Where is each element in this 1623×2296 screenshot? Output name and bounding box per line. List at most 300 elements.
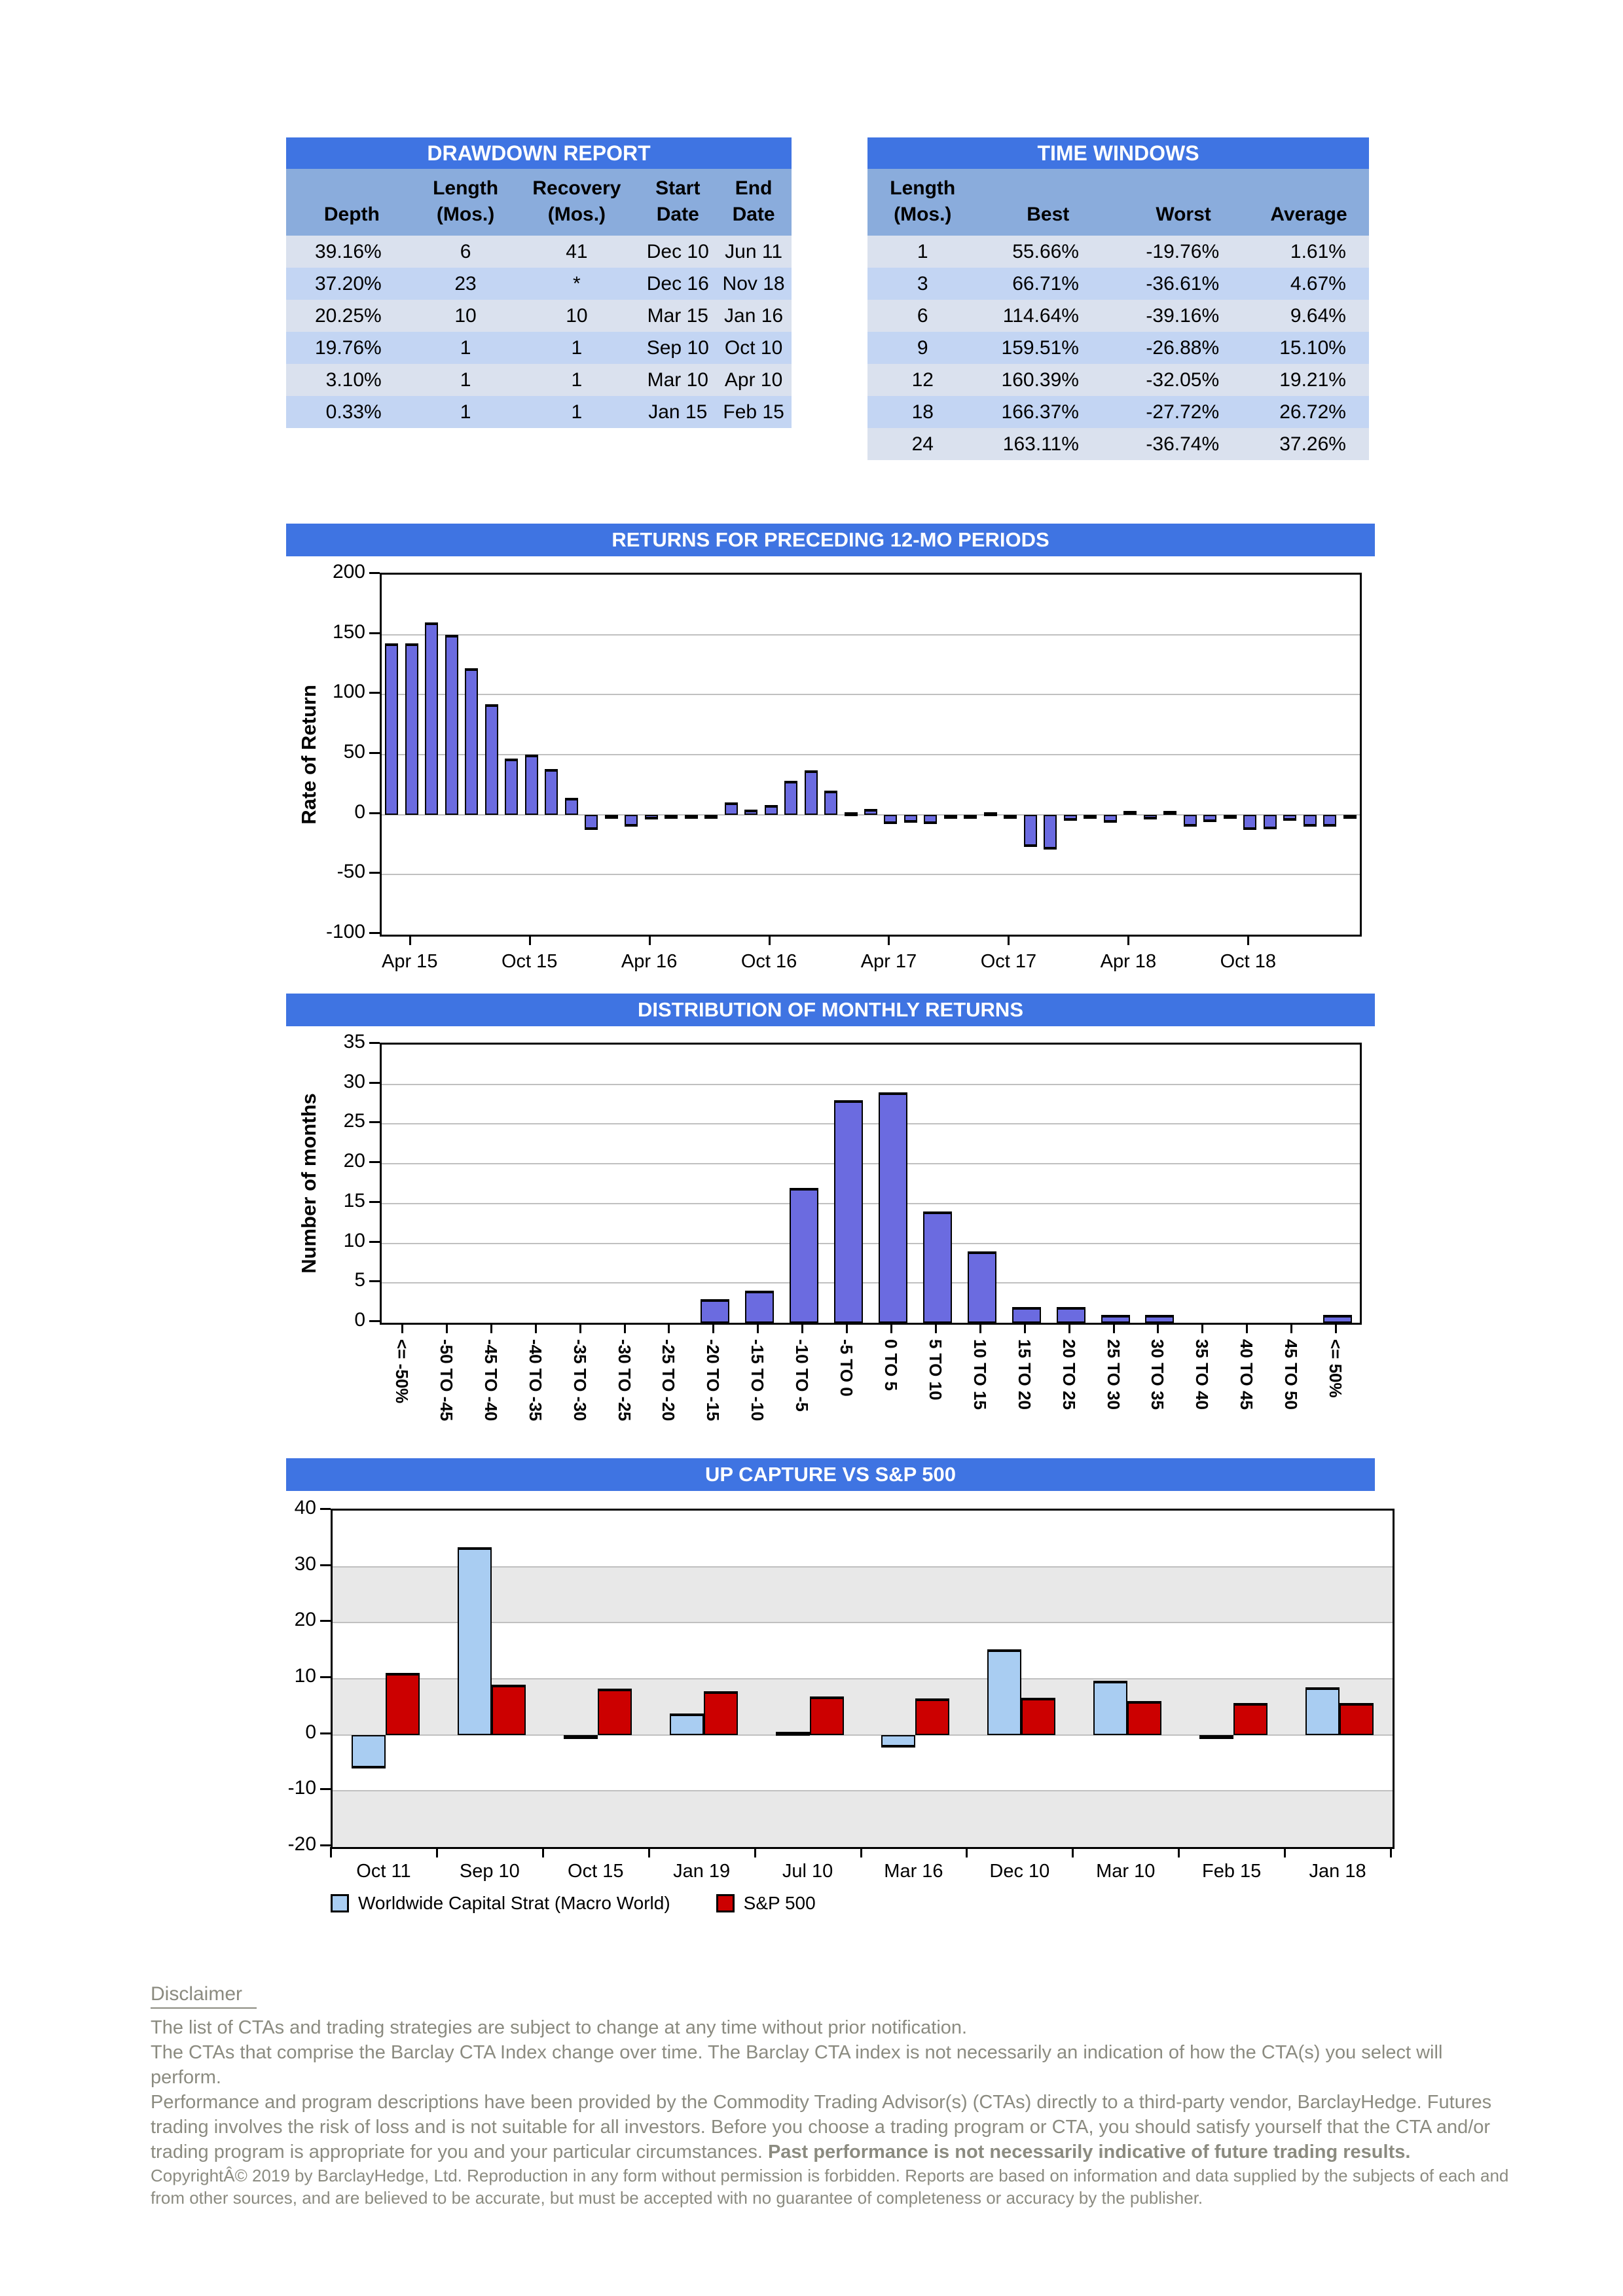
- bar: [645, 815, 658, 819]
- x-category-label: Feb 15: [1201, 1861, 1262, 1882]
- bar: [964, 815, 977, 819]
- bar: [1044, 815, 1057, 850]
- x-category-label: Dec 10: [989, 1861, 1050, 1882]
- bar: [458, 1547, 492, 1735]
- x-category-label: Oct 15: [568, 1861, 624, 1882]
- y-tick-mark: [320, 1620, 331, 1622]
- x-tick-mark: [1247, 935, 1249, 945]
- bar: [665, 815, 678, 819]
- y-tick-label: 15: [343, 1189, 365, 1211]
- x-tick-mark: [668, 1323, 670, 1333]
- table-cell: -36.74%: [1146, 433, 1220, 455]
- x-category-label: 45 TO 50: [1281, 1339, 1302, 1410]
- column-header: [716, 169, 792, 236]
- x-category-label: -35 TO -30: [570, 1339, 590, 1422]
- column-header: [1249, 169, 1369, 236]
- bar: [879, 1092, 907, 1323]
- x-tick-mark: [1290, 1323, 1292, 1333]
- table-cell: Dec 16: [646, 273, 709, 295]
- x-tick-mark: [330, 1847, 332, 1857]
- table-cell: 4.67%: [1290, 273, 1346, 295]
- table-row: [867, 364, 1369, 396]
- x-category-label: 30 TO 35: [1148, 1339, 1168, 1410]
- x-category-label: Mar 10: [1096, 1861, 1156, 1882]
- up-capture-chart: [286, 1458, 1399, 1943]
- bar: [585, 815, 598, 831]
- table-cell: 3.10%: [325, 369, 382, 391]
- table-cell: 19.21%: [1279, 369, 1346, 391]
- bar: [790, 1188, 818, 1323]
- y-tick-mark: [369, 1161, 380, 1163]
- table-cell: Jan 15: [648, 401, 708, 423]
- y-tick-label: 10: [343, 1229, 365, 1251]
- y-tick-label: 30: [343, 1070, 365, 1092]
- table-cell: -39.16%: [1146, 305, 1220, 327]
- y-tick-mark: [369, 752, 380, 754]
- x-tick-mark: [801, 1323, 803, 1333]
- table-row: [286, 332, 792, 364]
- y-tick-mark: [369, 1201, 380, 1203]
- bar: [465, 668, 478, 815]
- y-axis-title: Rate of Return: [297, 685, 321, 825]
- bar: [904, 815, 917, 823]
- table-cell: 1: [571, 401, 583, 423]
- table-cell: 114.64%: [1002, 305, 1079, 327]
- column-header-line2: Depth: [323, 204, 380, 225]
- x-category-label: -15 TO -10: [748, 1339, 768, 1422]
- bar: [1283, 815, 1296, 821]
- table-cell: Apr 10: [724, 369, 783, 391]
- table-cell: 1: [460, 401, 471, 423]
- disclaimer-paragraph: Performance and program descriptions have been provided by the Commodity Trading Advisor(s) (CTAs) directly to a third-party vendor, BarclayHedge. Futures trading involves the risk of loss and is not suitable for all investors. Before you choose a trading program or CTA, you should satisfy yourself that the CTA and/or trading program is appropriate for you and your particular circumstances. Past performance is not necessarily indicative of future trading results.: [151, 2092, 1492, 2162]
- table-cell: 23: [454, 273, 477, 295]
- table-cell: 1: [460, 369, 471, 391]
- table-cell: 66.71%: [1012, 273, 1079, 295]
- x-tick-mark: [409, 935, 411, 945]
- bar: [805, 770, 818, 815]
- table-row: [286, 364, 792, 396]
- x-tick-mark: [860, 1847, 862, 1857]
- bar: [1340, 1703, 1374, 1735]
- bar: [352, 1735, 386, 1768]
- column-header-line1: End: [735, 177, 773, 199]
- chart-title: RETURNS FOR PRECEDING 12-MO PERIODS: [611, 528, 1049, 551]
- gridline: [382, 694, 1360, 695]
- column-header: [1118, 169, 1249, 236]
- drawdown-table-header: [286, 169, 792, 236]
- column-header-line1: [1118, 175, 1249, 202]
- y-tick-label: 0: [354, 1309, 365, 1331]
- bar: [564, 1735, 598, 1739]
- disclaimer-paragraph: CopyrightÂ© 2019 by BarclayHedge, Ltd. Reproduction in any form without permission is forbidden. Reports are based on information and data supplied by the subjects of each and from other sources, and are believed to be accurate, but must be accepted with no guarantee of completeness or accuracy by the publisher.: [151, 2166, 1509, 2208]
- y-tick-label: 40: [294, 1497, 316, 1518]
- x-category-label: 10 TO 15: [970, 1339, 990, 1410]
- table-cell: 18: [911, 401, 934, 423]
- time-windows-table-body: [867, 236, 1369, 460]
- time-windows-table-title: TIME WINDOWS: [867, 137, 1369, 169]
- y-tick-label: 200: [332, 561, 365, 583]
- column-header: [867, 169, 978, 236]
- table-row: [867, 428, 1369, 460]
- table-cell: Oct 10: [724, 337, 783, 359]
- x-tick-mark: [490, 1323, 492, 1333]
- bar: [884, 815, 897, 825]
- y-tick-mark: [369, 1320, 380, 1322]
- bar: [525, 755, 538, 815]
- column-header-line1: Start: [655, 177, 701, 199]
- bar: [923, 1211, 952, 1323]
- bar: [881, 1735, 915, 1748]
- bar: [1057, 1307, 1085, 1323]
- table-cell: 37.26%: [1279, 433, 1346, 455]
- y-tick-label: 0: [354, 800, 365, 823]
- y-tick-mark: [369, 572, 380, 574]
- x-tick-mark: [979, 1323, 981, 1333]
- time-windows-table: [867, 137, 1369, 460]
- bar: [1101, 1315, 1130, 1323]
- plot-area: [331, 1509, 1395, 1849]
- y-tick-mark: [320, 1788, 331, 1790]
- table-cell: 37.20%: [314, 273, 382, 295]
- x-category-label: -45 TO -40: [481, 1339, 501, 1422]
- x-category-label: 25 TO 30: [1103, 1339, 1123, 1410]
- bar: [1123, 811, 1137, 815]
- x-tick-mark: [1178, 1847, 1180, 1857]
- bar: [845, 812, 858, 816]
- column-header-line2: Average: [1270, 204, 1347, 225]
- bar: [1323, 1315, 1352, 1323]
- bar: [725, 802, 738, 814]
- column-header-line1: Length: [890, 177, 956, 199]
- table-row: [867, 396, 1369, 428]
- bar: [545, 769, 558, 815]
- table-cell: 20.25%: [314, 305, 382, 327]
- table-cell: 1: [571, 369, 583, 391]
- x-category-label: 20 TO 25: [1059, 1339, 1079, 1410]
- table-row: [867, 236, 1369, 268]
- bar: [598, 1689, 632, 1734]
- bar: [405, 643, 418, 815]
- bar: [810, 1696, 844, 1734]
- table-cell: 1: [571, 337, 583, 359]
- y-axis-title: Number of months: [297, 1093, 320, 1274]
- legend-swatch-sp500: [716, 1894, 735, 1912]
- x-tick-mark: [890, 1323, 892, 1333]
- table-cell: 1.61%: [1290, 241, 1346, 262]
- column-header: [418, 169, 514, 236]
- x-tick-mark: [542, 1847, 544, 1857]
- table-cell: 3: [917, 273, 928, 295]
- y-tick-label: 5: [354, 1269, 365, 1291]
- table-cell: Jan 16: [724, 305, 784, 327]
- drawdown-table-body: [286, 236, 792, 428]
- bar: [776, 1732, 810, 1736]
- disclaimer-section: [151, 1983, 1509, 2209]
- gridline: [333, 1790, 1393, 1791]
- table-cell: Mar 15: [647, 305, 708, 327]
- table-row: [867, 300, 1369, 332]
- x-tick-label: Oct 15: [501, 951, 558, 972]
- bar: [445, 635, 458, 815]
- bar: [924, 815, 937, 825]
- x-tick-mark: [1127, 935, 1129, 945]
- y-tick-mark: [369, 1042, 380, 1044]
- table-cell: 9.64%: [1290, 305, 1346, 327]
- bar: [1264, 815, 1277, 829]
- bar: [1199, 1735, 1233, 1739]
- disclaimer-body: [151, 2015, 1509, 2209]
- bar: [1012, 1307, 1041, 1323]
- x-tick-mark: [535, 1323, 537, 1333]
- x-tick-mark: [624, 1323, 626, 1333]
- legend-label-sp500: S&P 500: [743, 1893, 816, 1913]
- table-cell: 26.72%: [1279, 401, 1346, 423]
- x-tick-label: Oct 17: [980, 951, 1037, 972]
- x-tick-mark: [436, 1847, 438, 1857]
- column-header: [640, 169, 716, 236]
- bar: [1127, 1701, 1161, 1734]
- x-tick-mark: [1157, 1323, 1159, 1333]
- y-tick-label: -10: [287, 1777, 316, 1799]
- table-cell: Dec 10: [646, 241, 709, 262]
- y-tick-mark: [369, 692, 380, 694]
- x-category-label: Sep 10: [459, 1861, 520, 1882]
- table-cell: 10: [566, 305, 588, 327]
- x-category-label: 5 TO 10: [925, 1339, 945, 1401]
- chart-title-bar: [286, 524, 1375, 556]
- y-tick-label: 20: [343, 1150, 365, 1172]
- table-cell: 1: [917, 241, 928, 262]
- x-tick-label: Apr 15: [382, 951, 438, 972]
- returns-12mo-chart: [286, 524, 1375, 995]
- gridline: [382, 1203, 1360, 1204]
- x-tick-mark: [446, 1323, 448, 1333]
- x-tick-mark: [1335, 1323, 1337, 1333]
- time-windows-table-header: [867, 169, 1369, 236]
- bar: [834, 1100, 863, 1323]
- table-cell: 166.37%: [1001, 401, 1079, 423]
- plot-area: [380, 573, 1362, 937]
- table-cell: 163.11%: [1002, 433, 1079, 455]
- y-tick-mark: [320, 1732, 331, 1734]
- x-tick-mark: [648, 1847, 650, 1857]
- y-tick-label: 30: [294, 1552, 316, 1575]
- bar: [625, 815, 638, 827]
- bar: [1233, 1703, 1267, 1735]
- table-cell: Feb 15: [723, 401, 784, 423]
- bar: [784, 781, 797, 814]
- column-header-line2: (Mos.): [547, 204, 606, 225]
- disclaimer-heading: Disclaimer: [151, 1983, 257, 2009]
- chart-title: DISTRIBUTION OF MONTHLY RETURNS: [637, 998, 1023, 1021]
- bar: [386, 1673, 420, 1734]
- legend-swatch-fund: [331, 1894, 349, 1912]
- x-category-label: -50 TO -45: [436, 1339, 456, 1422]
- x-tick-mark: [888, 935, 890, 945]
- table-cell: 15.10%: [1279, 337, 1346, 359]
- gridline: [382, 1163, 1360, 1164]
- bar: [701, 1299, 729, 1323]
- bar: [824, 791, 837, 815]
- gridline: [333, 1678, 1393, 1679]
- bar: [565, 798, 578, 815]
- table-row: [286, 268, 792, 300]
- bar: [1184, 815, 1197, 827]
- x-tick-mark: [1024, 1323, 1026, 1333]
- gridline: [333, 1622, 1393, 1623]
- bar: [685, 815, 698, 819]
- bar: [968, 1251, 996, 1323]
- table-cell: 10: [454, 305, 477, 327]
- column-header: [513, 169, 640, 236]
- y-tick-label: 10: [294, 1665, 316, 1687]
- gridline: [333, 1566, 1393, 1568]
- bar: [425, 622, 438, 814]
- chart-title: UP CAPTURE VS S&P 500: [704, 1463, 957, 1486]
- table-cell: 160.39%: [1001, 369, 1079, 391]
- bar: [987, 1649, 1021, 1735]
- column-header-line1: [1249, 175, 1369, 202]
- table-cell: -36.61%: [1146, 273, 1220, 295]
- bar: [1224, 815, 1237, 819]
- x-tick-mark: [1072, 1847, 1074, 1857]
- x-tick-label: Oct 18: [1220, 951, 1277, 972]
- bar: [745, 1291, 774, 1323]
- plot-area: [380, 1043, 1362, 1325]
- y-tick-mark: [320, 1844, 331, 1846]
- gridline: [382, 874, 1360, 875]
- table-cell: -27.72%: [1146, 401, 1220, 423]
- y-tick-label: 150: [332, 620, 365, 643]
- gridline: [382, 1243, 1360, 1244]
- y-tick-label: 0: [305, 1721, 316, 1743]
- bar: [1304, 815, 1317, 827]
- table-cell: 39.16%: [314, 241, 382, 262]
- x-tick-mark: [1201, 1323, 1203, 1333]
- bar: [984, 812, 997, 816]
- x-category-label: -25 TO -20: [659, 1339, 679, 1422]
- bar: [670, 1713, 704, 1735]
- x-tick-mark: [712, 1323, 714, 1333]
- y-tick-mark: [369, 1280, 380, 1282]
- table-cell: 1: [460, 337, 471, 359]
- bar: [1305, 1687, 1340, 1735]
- column-header-line1: [286, 175, 418, 202]
- y-tick-mark: [369, 1241, 380, 1243]
- bar: [485, 704, 498, 815]
- y-tick-mark: [369, 932, 380, 934]
- x-tick-mark: [1008, 935, 1010, 945]
- x-category-label: <= -50%: [392, 1339, 412, 1404]
- x-category-label: -30 TO -25: [614, 1339, 634, 1422]
- x-tick-label: Apr 17: [860, 951, 917, 972]
- disclaimer-paragraph: The CTAs that comprise the Barclay CTA Index change over time. The Barclay CTA index is not necessarily an indication of how the CTA(s) you select will perform.: [151, 2042, 1443, 2088]
- chart-title-bar: [286, 994, 1375, 1026]
- y-tick-mark: [369, 812, 380, 814]
- x-tick-label: Apr 18: [1100, 951, 1157, 972]
- table-row: [867, 332, 1369, 364]
- table-cell: 55.66%: [1012, 241, 1079, 262]
- y-tick-label: -20: [287, 1833, 316, 1855]
- y-tick-mark: [320, 1508, 331, 1510]
- x-category-label: -5 TO 0: [837, 1339, 857, 1397]
- gridline: [382, 1084, 1360, 1085]
- bar: [1144, 815, 1157, 819]
- table-cell: 19.76%: [314, 337, 382, 359]
- table-cell: *: [573, 273, 581, 295]
- x-category-label: <= 50%: [1326, 1339, 1346, 1398]
- x-tick-mark: [1390, 1847, 1392, 1857]
- bar: [1064, 815, 1077, 821]
- bar: [744, 810, 757, 814]
- gray-band: [333, 1567, 1393, 1623]
- bar: [704, 815, 718, 819]
- x-category-label: 35 TO 40: [1192, 1339, 1213, 1410]
- x-tick-mark: [757, 1323, 759, 1333]
- column-header-line2: Date: [656, 204, 699, 225]
- table-cell: -19.76%: [1146, 241, 1220, 262]
- bar: [1021, 1698, 1055, 1735]
- y-tick-mark: [320, 1564, 331, 1566]
- table-row: [867, 268, 1369, 300]
- y-tick-label: 35: [343, 1031, 365, 1052]
- bar: [1004, 815, 1017, 819]
- bar: [505, 759, 518, 815]
- x-category-label: Mar 16: [884, 1861, 943, 1882]
- legend-label-fund: Worldwide Capital Strat (Macro World): [358, 1893, 670, 1913]
- column-header-line1: Length: [433, 177, 499, 199]
- y-tick-mark: [369, 1082, 380, 1084]
- bar: [605, 815, 618, 819]
- bar: [1163, 811, 1176, 815]
- bar: [1024, 815, 1037, 848]
- column-header-line1: [978, 175, 1118, 202]
- y-tick-label: -100: [325, 921, 365, 942]
- x-category-label: 15 TO 20: [1014, 1339, 1034, 1410]
- table-row: [286, 300, 792, 332]
- column-header: [286, 169, 418, 236]
- y-tick-label: -50: [337, 861, 365, 883]
- column-header-line1: Recovery: [532, 177, 621, 199]
- gridline: [382, 1282, 1360, 1283]
- bar: [1343, 815, 1357, 819]
- table-cell: 6: [460, 241, 471, 262]
- x-tick-mark: [846, 1323, 848, 1333]
- x-tick-label: Oct 16: [740, 951, 797, 972]
- bar: [704, 1691, 738, 1735]
- x-category-label: -40 TO -35: [525, 1339, 545, 1422]
- y-tick-label: 25: [343, 1110, 365, 1132]
- bar: [765, 805, 778, 815]
- x-category-label: Jan 19: [673, 1861, 731, 1882]
- gray-band: [333, 1791, 1393, 1847]
- table-cell: 159.51%: [1001, 337, 1079, 359]
- bar: [492, 1685, 526, 1735]
- gridline: [382, 634, 1360, 636]
- x-tick-mark: [754, 1847, 756, 1857]
- table-row: [286, 396, 792, 428]
- column-header-line2: Date: [732, 204, 775, 225]
- column-header-line2: (Mos.): [436, 204, 495, 225]
- x-tick-mark: [769, 935, 771, 945]
- drawdown-report-table: [286, 137, 792, 428]
- table-cell: 12: [911, 369, 934, 391]
- x-tick-mark: [966, 1847, 968, 1857]
- column-header-line2: Best: [1027, 204, 1070, 225]
- bar: [864, 809, 877, 815]
- x-tick-mark: [1246, 1323, 1248, 1333]
- column-header: [978, 169, 1118, 236]
